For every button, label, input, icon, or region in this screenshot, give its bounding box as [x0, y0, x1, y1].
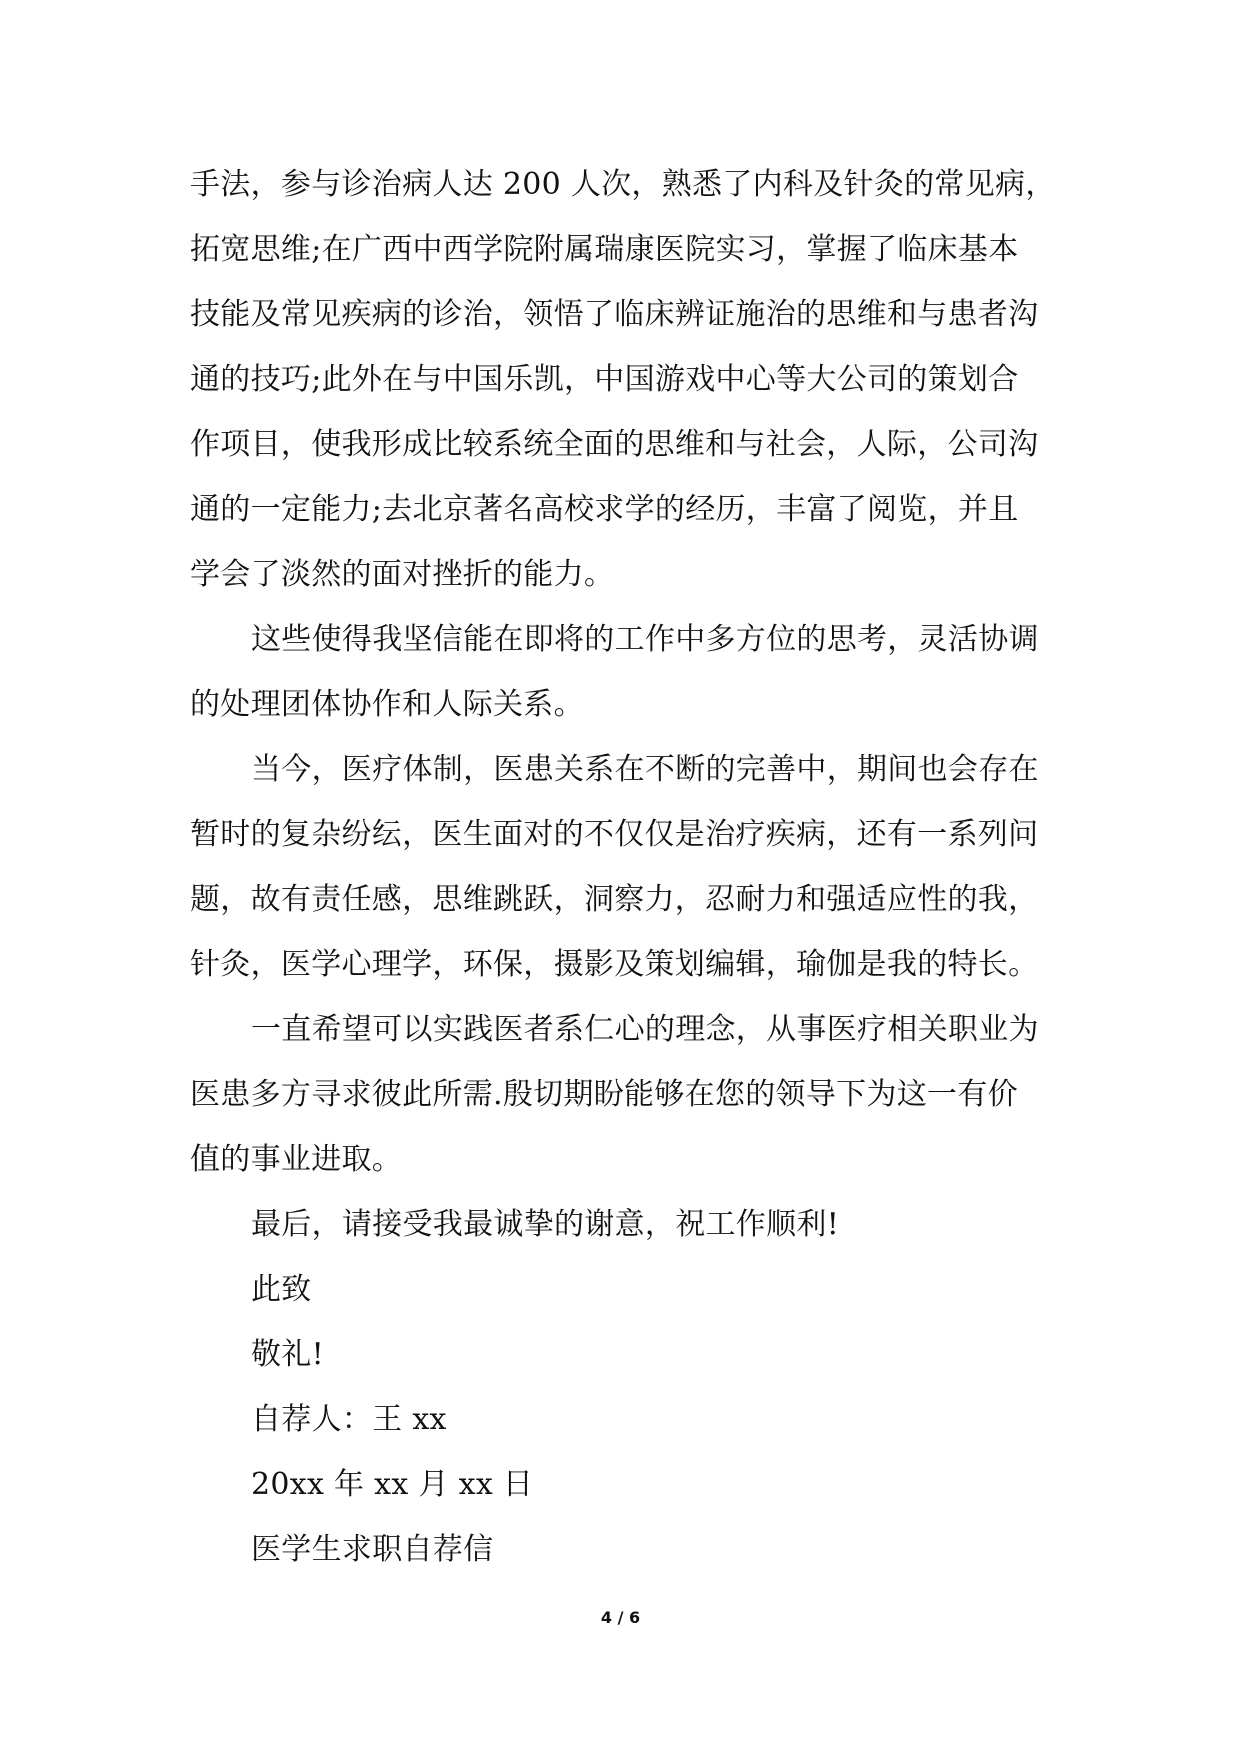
text-line: 手法，参与诊治病人达 200 人次，熟悉了内科及针灸的常见病，	[190, 167, 1056, 202]
text-line: 技能及常见疾病的诊治，领悟了临床辨证施治的思维和与患者沟	[190, 297, 1039, 332]
paragraph-start-line: 当今，医疗体制，医患关系在不断的完善中，期间也会存在	[251, 752, 1039, 787]
section-title-line: 医学生求职自荐信	[251, 1532, 494, 1567]
text-line: 暂时的复杂纷纭，医生面对的不仅仅是治疗疾病，还有一系列问	[190, 817, 1039, 852]
page-number: 4 / 6	[600, 1608, 641, 1627]
salutation-line: 敬礼!	[251, 1337, 324, 1372]
text-line: 通的一定能力;去北京著名高校求学的经历，丰富了阅览，并且	[190, 492, 1019, 527]
closing-line: 最后，请接受我最诚挚的谢意，祝工作顺利!	[251, 1207, 840, 1242]
text-line: 的处理团体协作和人际关系。	[190, 687, 584, 722]
signature-line: 自荐人：王 xx	[251, 1402, 447, 1437]
text-line: 题，故有责任感，思维跳跃，洞察力，忍耐力和强适应性的我，	[190, 882, 1039, 917]
text-line: 针灸，医学心理学，环保，摄影及策划编辑，瑜伽是我的特长。	[190, 947, 1039, 982]
text-line: 值的事业进取。	[190, 1142, 403, 1177]
paragraph-start-line: 一直希望可以实践医者系仁心的理念，从事医疗相关职业为	[251, 1012, 1039, 1047]
text-line: 医患多方寻求彼此所需.殷切期盼能够在您的领导下为这一有价	[190, 1077, 1018, 1112]
paragraph-start-line: 这些使得我坚信能在即将的工作中多方位的思考，灵活协调	[251, 622, 1039, 657]
text-line: 拓宽思维;在广西中西学院附属瑞康医院实习，掌握了临床基本	[190, 232, 1019, 267]
text-line: 学会了淡然的面对挫折的能力。	[190, 557, 615, 592]
salutation-line: 此致	[251, 1272, 312, 1307]
text-line: 作项目，使我形成比较系统全面的思维和与社会，人际，公司沟	[190, 427, 1039, 462]
text-line: 通的技巧;此外在与中国乐凯，中国游戏中心等大公司的策划合	[190, 362, 1019, 397]
letter-body	[190, 152, 1070, 1582]
date-line: 20xx 年 xx 月 xx 日	[251, 1467, 534, 1502]
